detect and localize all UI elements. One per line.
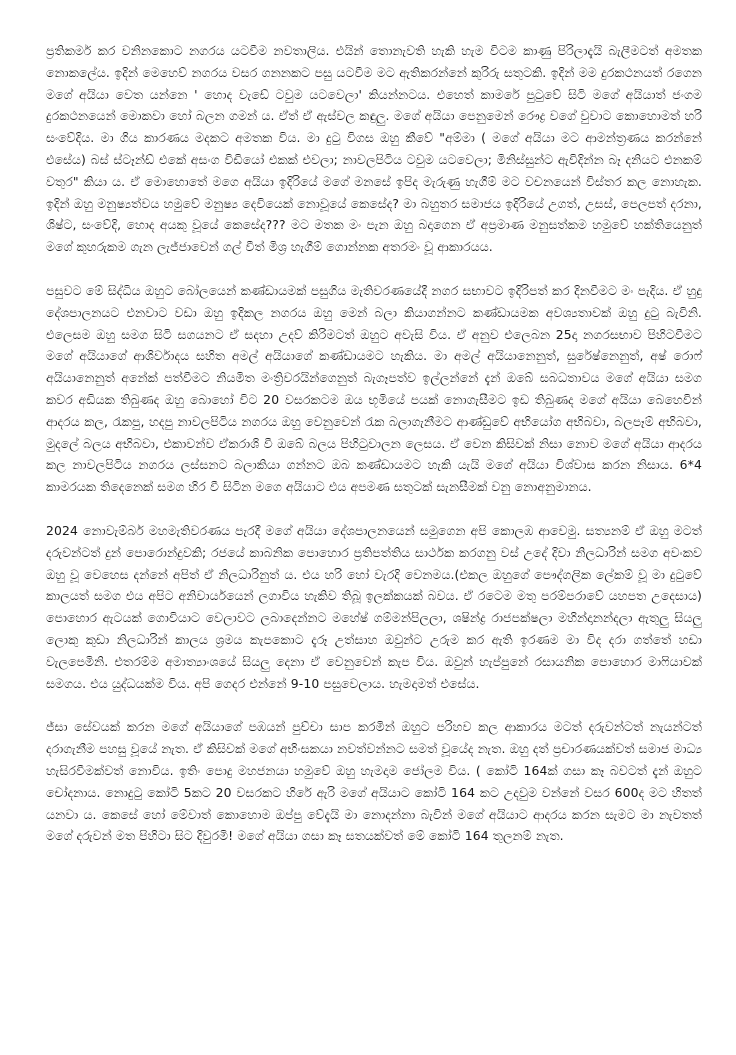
paragraph-3: 2024 නොවැම්බර් මහමැතිවරණය පැරදී මගේ අයියා දේශපාලනයෙන් සමුගෙන අපි කොලඹ ආවෙමු. සත්‍යනම් ඒ ඔහු මටත් දරුවන්ටත් දුන් පොරොන්දුවකි; රජයේ කාබනික පොහොර ප්‍රතිපත්තිය සාර්ථක කරගනු වස් උදේ දිවා නිලධාරින් සමග අවංකව ඔහු වූ වෙහෙස දන්නේ අපිත් ඒ නිලධාරිනුත් ය. එය හරි හෝ වැරදි වෙනමය.(එකල ඔහුගේ පෞද්ගලික ලේකම් වූ මා දුටුවේ කාලයත් සමග එය අපිට අනිවාර්යයෙන් ලගාවිය හැකිව තිබූ ඉලක්කයක් බවය. ඒ රටෙම මතු පරම්පරාවේ යහපත උදෙසාය) පොහොර ඇටයක් ගොවියාට වෙලාවට ලබාදෙන්නට මහේෂ් ගම්මන්පිලලා, ශෂින්ද්‍ර රාජපක්ෂලා මහින්දානන්දලා ඇතුලු සියලු ලොකු කුඩා නිලධාරින් කාලය ශ්‍රමය කැපකොට දැරූ උත්සාහ ඔවුන්ට උරුම කර ඇති ඉරණම මා විද දරා ගත්තේ හඩා වැලපෙමිනි. එතරම්ම අමාත්‍යාංශයේ සියලු දෙනා ඒ වෙනුවෙන් කැප විය. ඔවුන් හැප්පුනේ රසායනික පොහොර මාෆියාවක් සමගය. එය යුද්ධයක්ම විය. අපි ගෙදර එන්නේ 9-10 පසුවෙලාය. හැමදාමත් එසේය.	[46, 522, 702, 691]
paragraph-2: පසුවට මේ සිද්ධිය ඔහුට බෝලයෙන් කණ්ඩායමක් පසුගිය මැතිවරණයේදී නගර සභාවට ඉදිරිපත් කර දිනවීමට මං පැදිය. ඒ හුදු දේශපාලනයට එනවාට වඩා ඔහු ඉදිකල නගරය ඔහු මෙන් බලා කියාගන්නට කණ්ඩායමක අවශ්‍යතාවක් ඔහු දුටු බැවිනි. එලෙසම ඔහු සමග සිටි සගයනට ඒ සදහා උදව් කිරිමටත් ඔහුට අවැසි විය. ඒ අනුව එලෙබන 25දා නගරසභාව පිහිටවීමට මගේ අයියාගේ ආශිර්වාදය සහිත අමල් අයියාගේ කණ්ඩායමට හැකිය. මා අමල් අයියානෙනුත්, සුරේෂ්නෙනුත්, අෂ් රොෆ් අයියානෙනුත් අනේක් පත්වීමට නියමිත මංත්‍රිවරයින්ගෙනුත් බැගෑපත්ව ඉල්ලන්නේ දැන් ඔබේ සබධතාවය මගේ අයියා සමග කවර අඩියක තිබුණද ඔහු බොහෝ විට 20 වසරකටම ඔය භූමියේ පයක් නොගැසීමට ඉඩ තිබුණද මගේ අයියා බෙහෙවින් ආදරය කල, රැකපු, හදපු නාවලපිටිය නගරය ඔහු වෙනුවෙන් රැක බලාගැනීමට ආණ්ඩුවේ අභියෝග අභිබවා, බලපෑම් අභිබවා, මුදලේ බලය අභිබවා, එකාවන්ව ඒකරාශි වී ඔබේ බලය පිහිටුවාලන ලෙසය. ඒ වෙන කිසිවක් නිසා නොව මගේ අයියා ආදරය කල නාවලපිටිය නගරය ලස්සනට බලාකියා ගන්නට ඔබ කණ්ඩායමට හැකි යැයි මගේ අයියා විශ්වාස කරන නිසාය. 6*4 කාමරයක තිදෙනෙක් සමග හිර වී සිටින මගෙ අයියාට එය අපමණ සතුටක් සැනසීමක් වනු නොඅනුමානය.	[46, 282, 702, 495]
paragraph-4: ජ්සා සේවයක් කරන මගේ අයියාගේ පඹයන් පුච්චා සාප කරමින් ඔහුට පරිහව කල ආකාරය මටත් දරුවන්ටත් නැයන්ටත් දරාගැනීම පහසු වූයේ නැත. ඒ කිසිවක් මගේ අභිංසකයා නවත්වන්නට සමත් වූයේද නැත. ඔහු දත් ප්‍රචාරණයක්වත් සමාජ මාධ්‍ය හැසිරවීමක්වත් නොවිය. ඉතිං පොදු මහජනයා හමුවේ ඔහු හැමදාම ජෝලම විය. ( කෝටි 164ක් ගසා කෑ බවටත් දැන් ඔහුට චෝදනාය. නොදුටු කෝටි 5කට 20 වසරකට හිරේ ඇරි මගේ අයියාට කෝටි 164 කට උදවුම වන්නේ වසර 600ද මට හිතත් යනවා ය. කෙසේ හෝ මේවාත් කොහොම ඔප්පු වේදැයි මා නොදන්නා බැවින් මගේ අයියාට ආදරය කරන සැමට මා නැවතත් මගේ දරුවන් මත පිහිටා සිට දිවුරමි! මගේ අයියා ගසා කෑ සතයක්වත් මේ කෝටි 164 තුලනම් නැත.	[46, 719, 702, 844]
paragraph-1: ප්‍රතිකර්ම කර වනිනකොට නගරය යටවීම නවතාලිය. එයින් තොනැවති හැකි හැම විටම කාණු පිරිලාදැයි බැලීමටත් අමතක නොකලේය. ඉදින් මෙහෙව් නගරය වසර ගනනකට පසු යටවීම මට ඇතිකරන්නේ කුරිරු සතුටකි. ඉදින් මම දුරකථනයත් රගෙන මගේ අයියා වෙත යන්නෙ ' හොද වැඩේ ටවුම යටවෙලා' කියන්නටය. එහෙත් කාමරේ පුටුවේ සිටි මගේ අයියාත් ජංගම දුරකථනයෙන් මොකවා හෝ බලන ගමන් ය. ඒත් ඒ ඇස්වල කඳුලු. මගේ අයියා පෙනුමෙන් රෞද්‍ර වගේ වුවාට කොහොමත් හරි සංවේදිය. මා ගිය කාරණය මදකට අමතක විය. මා දුටු විගස ඔහු කීවේ "අම්මා ( මගේ අයියා මට ආමන්ත්‍රණය කරන්නේ එසේය) බස් ස්ටෑන්ඩ් එකේ අසංග විඩියෝ එකක් එවලා; නාවලපිටිය ටවුම යටවෙලා; මිනිස්සුන්ට ඇවිදින්න බෑ දනියට එනකම් වතුර" කියා ය. ඒ මොහොතේ මගෙ අයියා ඉදිරියේ මගේ මනසේ ඉපිද මැරුණු හැගීම් මට වචනයෙන් විස්තර කල නොහැක. ඉදින් ඔහු මනුෂ්‍යත්වය හමුවේ මනුෂ්‍ය දෙවියෙක් නොවූයේ කෙසේද? මා බහුතර සමාජය ඉදිරියේ උගත්, උසස්, පෙලපත් දරනා, ශිෂ්ට, සංවේදි, හොද අයකු වූයේ කෙසේද??? මට මතක මං පැන ඔහු බදාගෙන ඒ අප්‍රමාණ මනුසත්කම හමුවේ හක්තියෙනුත් මගේ කුහරුකම ගැන ලැජ්ජාවෙන් ගල් වීත් මිශ්‍ර හැගීම් ගොන්නක අතරමං වූ ආකාරයය.	[46, 43, 702, 255]
